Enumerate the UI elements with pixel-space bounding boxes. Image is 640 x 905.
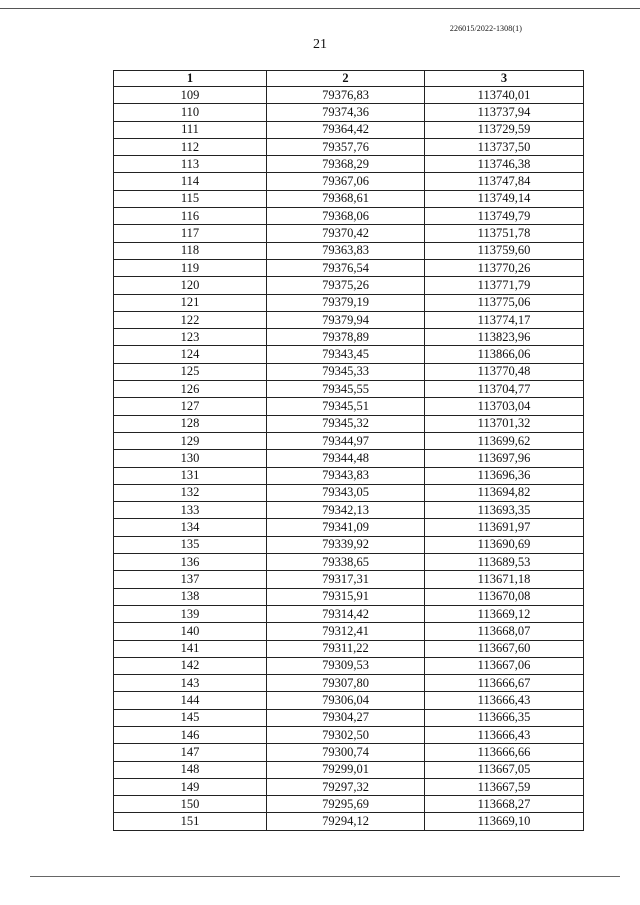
table-cell: 116 [114,208,267,225]
table-cell: 128 [114,415,267,432]
table-cell: 113749,79 [425,208,584,225]
table-cell: 113775,06 [425,294,584,311]
table-cell: 127 [114,398,267,415]
table-cell: 121 [114,294,267,311]
table-row [114,744,584,761]
table-cell: 150 [114,796,267,813]
table-cell: 113690,69 [425,536,584,553]
table-cell: 79341,09 [267,519,425,536]
table-cell: 79368,06 [267,208,425,225]
table-cell: 113747,84 [425,173,584,190]
table-row [114,502,584,519]
table-row [114,329,584,346]
table-cell: 113668,27 [425,796,584,813]
table-row [114,761,584,778]
table-cell: 79312,41 [267,623,425,640]
table-cell: 113703,04 [425,398,584,415]
coordinates-table [113,70,584,831]
table-cell: 79342,13 [267,502,425,519]
table-cell: 79339,92 [267,536,425,553]
table-cell: 142 [114,657,267,674]
table-cell: 79309,53 [267,657,425,674]
table-row [114,536,584,553]
table-cell: 79367,06 [267,173,425,190]
top-rule [0,8,640,9]
table-cell: 79311,22 [267,640,425,657]
table-row [114,363,584,380]
table-cell: 113667,60 [425,640,584,657]
table-row [114,156,584,173]
table-cell: 79302,50 [267,726,425,743]
table-row [114,726,584,743]
table-cell: 113866,06 [425,346,584,363]
table-cell: 79378,89 [267,329,425,346]
table-cell: 113689,53 [425,554,584,571]
table-cell: 113667,05 [425,761,584,778]
table-cell: 79304,27 [267,709,425,726]
table-cell: 113704,77 [425,381,584,398]
table-row [114,173,584,190]
table-row [114,432,584,449]
table-cell: 113746,38 [425,156,584,173]
table-row [114,484,584,501]
table-cell: 119 [114,259,267,276]
table-cell: 79345,33 [267,363,425,380]
table-row [114,87,584,104]
table-row [114,778,584,795]
table-cell: 139 [114,605,267,622]
column-header: 3 [425,71,584,87]
table-cell: 114 [114,173,267,190]
table-cell: 113740,01 [425,87,584,104]
bottom-rule [30,876,620,877]
table-cell: 113737,50 [425,138,584,155]
table-cell: 79343,45 [267,346,425,363]
table-row [114,190,584,207]
table-cell: 113774,17 [425,311,584,328]
table-row [114,104,584,121]
table-body [114,87,584,831]
table-cell: 79344,48 [267,450,425,467]
table-cell: 79315,91 [267,588,425,605]
table-cell: 141 [114,640,267,657]
table-cell: 79297,32 [267,778,425,795]
table-cell: 136 [114,554,267,571]
table-cell: 113696,36 [425,467,584,484]
table-row [114,346,584,363]
table-cell: 110 [114,104,267,121]
table-cell: 79344,97 [267,432,425,449]
table-row [114,519,584,536]
table-cell: 79370,42 [267,225,425,242]
table-row [114,467,584,484]
table-cell: 131 [114,467,267,484]
table-cell: 79307,80 [267,675,425,692]
table-cell: 79295,69 [267,796,425,813]
table-cell: 113666,43 [425,692,584,709]
table-cell: 79379,19 [267,294,425,311]
column-header: 1 [114,71,267,87]
table-cell: 79345,51 [267,398,425,415]
table-cell: 111 [114,121,267,138]
table-row [114,242,584,259]
table-cell: 134 [114,519,267,536]
table-cell: 120 [114,277,267,294]
table-cell: 79314,42 [267,605,425,622]
table-cell: 137 [114,571,267,588]
table-cell: 140 [114,623,267,640]
table-cell: 113771,79 [425,277,584,294]
table-cell: 117 [114,225,267,242]
table-cell: 118 [114,242,267,259]
table-row [114,813,584,830]
table-cell: 149 [114,778,267,795]
table-header-row [114,71,584,87]
table-cell: 125 [114,363,267,380]
table-row [114,138,584,155]
table-cell: 79379,94 [267,311,425,328]
table-cell: 79368,61 [267,190,425,207]
table-cell: 148 [114,761,267,778]
table-row [114,381,584,398]
table-cell: 124 [114,346,267,363]
table-cell: 122 [114,311,267,328]
table-cell: 112 [114,138,267,155]
table-cell: 79306,04 [267,692,425,709]
table-cell: 113666,67 [425,675,584,692]
table-row [114,554,584,571]
table-cell: 123 [114,329,267,346]
table-cell: 79364,42 [267,121,425,138]
table-cell: 113670,08 [425,588,584,605]
table-cell: 79375,26 [267,277,425,294]
table-row [114,450,584,467]
table-cell: 79294,12 [267,813,425,830]
table-cell: 113666,43 [425,726,584,743]
table-cell: 113701,32 [425,415,584,432]
table-cell: 79357,76 [267,138,425,155]
table-cell: 113667,59 [425,778,584,795]
table-row [114,121,584,138]
table-cell: 79338,65 [267,554,425,571]
table-cell: 113770,26 [425,259,584,276]
page-number: 21 [313,37,327,52]
table-cell: 109 [114,87,267,104]
table-cell: 113667,06 [425,657,584,674]
table-row [114,259,584,276]
table-cell: 115 [114,190,267,207]
table-cell: 79374,36 [267,104,425,121]
table-cell: 130 [114,450,267,467]
table-cell: 129 [114,432,267,449]
table-row [114,415,584,432]
table-cell: 79300,74 [267,744,425,761]
table-cell: 113666,66 [425,744,584,761]
table-cell: 113671,18 [425,571,584,588]
table-cell: 113669,12 [425,605,584,622]
table-row [114,709,584,726]
table-cell: 79376,54 [267,259,425,276]
table-row [114,588,584,605]
table-cell: 145 [114,709,267,726]
table-cell: 113666,35 [425,709,584,726]
table-cell: 113823,96 [425,329,584,346]
table-cell: 79317,31 [267,571,425,588]
table-cell: 79363,83 [267,242,425,259]
table-row [114,225,584,242]
table-cell: 126 [114,381,267,398]
table-cell: 113691,97 [425,519,584,536]
table-row [114,640,584,657]
table-cell: 113729,59 [425,121,584,138]
table-row [114,311,584,328]
table-cell: 113751,78 [425,225,584,242]
table-cell: 113693,35 [425,502,584,519]
table-cell: 79376,83 [267,87,425,104]
table-cell: 144 [114,692,267,709]
table-row [114,605,584,622]
table-cell: 113737,94 [425,104,584,121]
table-cell: 79343,83 [267,467,425,484]
table-cell: 79299,01 [267,761,425,778]
table-cell: 113697,96 [425,450,584,467]
table-row [114,571,584,588]
table-cell: 113699,62 [425,432,584,449]
table-cell: 113 [114,156,267,173]
table-cell: 151 [114,813,267,830]
table-cell: 79345,55 [267,381,425,398]
table-row [114,796,584,813]
table-row [114,277,584,294]
table-row [114,208,584,225]
column-header: 2 [267,71,425,87]
table-row [114,692,584,709]
table-cell: 138 [114,588,267,605]
table-cell: 113694,82 [425,484,584,501]
table-cell: 113770,48 [425,363,584,380]
table-row [114,623,584,640]
table-cell: 113759,60 [425,242,584,259]
table-row [114,294,584,311]
table-cell: 113669,10 [425,813,584,830]
table-cell: 79368,29 [267,156,425,173]
table-cell: 113749,14 [425,190,584,207]
document-reference: 226015/2022-1308(1) [449,24,522,33]
table-row [114,657,584,674]
table-row [114,675,584,692]
table-cell: 133 [114,502,267,519]
table-cell: 79343,05 [267,484,425,501]
table-cell: 132 [114,484,267,501]
table-cell: 143 [114,675,267,692]
table-cell: 113668,07 [425,623,584,640]
table-row [114,398,584,415]
table-cell: 79345,32 [267,415,425,432]
table-cell: 147 [114,744,267,761]
table-cell: 135 [114,536,267,553]
table-cell: 146 [114,726,267,743]
